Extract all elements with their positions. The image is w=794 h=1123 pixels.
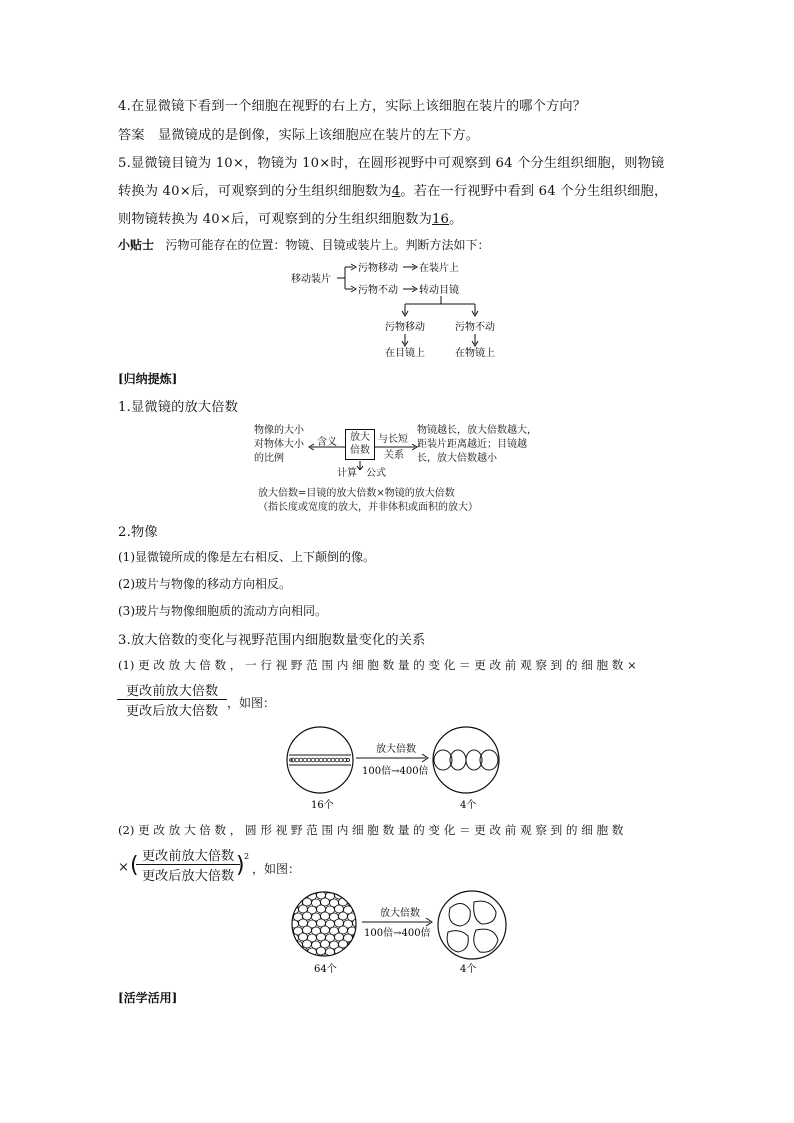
rel-line: 长，放大倍数越小: [417, 453, 497, 464]
q5-text: 转换为 40×后，可观察到的分生组织细胞数为: [118, 184, 392, 199]
answer-4: [118, 124, 479, 143]
box-line: 放大: [350, 432, 370, 443]
fig2-right-count: 4个: [460, 964, 477, 975]
def-line: 物像的大小: [254, 425, 304, 436]
q5-answer-1: 4: [391, 184, 401, 199]
q5-text: 。: [449, 212, 463, 227]
length-relation-text: [417, 424, 537, 466]
paren-left: (: [130, 853, 139, 878]
fig2-range: 100倍→400倍: [364, 928, 431, 939]
section-2-title: 2.物像: [118, 525, 158, 540]
fig1-range: 100倍→400倍: [362, 766, 429, 777]
fc-dirt-static: 污物不动: [358, 285, 398, 296]
paren-right: ): [236, 853, 245, 878]
times-sign: ×: [118, 860, 130, 875]
section-3-p2-tail: ，如图：: [252, 862, 301, 876]
question-5-line3: [118, 208, 463, 227]
answer-text: 显微镜成的是倒像，实际上该细胞应在装片的左下方。: [157, 128, 480, 143]
fc-dirt-moves: 污物移动: [358, 263, 398, 274]
label-calc: 计算: [337, 468, 357, 479]
summary-header: [归纳提炼]: [118, 372, 178, 386]
fig1-left-count: 16个: [311, 800, 334, 811]
fig1-label: 放大倍数: [376, 744, 416, 755]
fc-dirt-moves-2: 污物移动: [385, 322, 425, 333]
section-2-p1: (1)显微镜所成的像是左右相反、上下颠倒的像。: [118, 550, 375, 564]
fraction-1: [117, 680, 227, 719]
label-relation: 关系: [384, 450, 404, 461]
label-meaning: 含义: [317, 437, 337, 448]
fraction-denominator: 更改后放大倍数: [125, 704, 219, 719]
section-2-p3: (3)玻片与物像细胞质的流动方向相同。: [118, 604, 327, 618]
fraction-denominator: 更改后放大倍数: [141, 869, 235, 884]
magnification-definition: [254, 424, 304, 466]
label-formula: 公式: [366, 468, 386, 479]
tip-text: 污物可能存在的位置：物镜、目镜或装片上。判断方法如下：: [165, 238, 490, 252]
answer-label: 答案: [118, 128, 145, 143]
fc-on-slide: 在装片上: [419, 263, 459, 274]
practice-header: [活学活用]: [118, 991, 178, 1005]
square-exponent: 2: [244, 852, 250, 861]
question-4: 4.在显微镜下看到一个细胞在视野的右上方，实际上该细胞在装片的哪个方向？: [118, 99, 587, 114]
section-3-p1: (1) 更 改 放 大 倍 数 ， 一 行 视 野 范 围 内 细 胞 数 量 的 变 化 ＝ 更 改 前 观 察 到 的 细 胞 数 ×: [118, 658, 637, 672]
formula-note: （指长度或宽度的放大，并非体积或面积的放大）: [258, 502, 478, 513]
q5-text: 则物镜转换为 40×后，可观察到的分生组织细胞数为: [118, 212, 432, 227]
section-1-title: 1.显微镜的放大倍数: [118, 400, 239, 415]
section-3-p1-tail: ，如图：: [227, 696, 276, 710]
fig1-right-count: 4个: [460, 800, 477, 811]
section-3-title: 3.放大倍数的变化与视野范围内细胞数量变化的关系: [118, 633, 426, 648]
fc-move-slide: 移动装片: [291, 274, 331, 285]
fc-rotate-eyepiece: 转动目镜: [419, 285, 459, 296]
fc-dirt-static-2: 污物不动: [455, 322, 495, 333]
label-length: 与长短: [378, 434, 408, 445]
section-2-p2: (2)玻片与物像的移动方向相反。: [118, 577, 291, 591]
question-5-line2: [118, 180, 667, 199]
tip-line: [118, 236, 489, 253]
fraction-numerator: 更改前放大倍数: [117, 680, 227, 700]
rel-line: 距装片距离越近；目镜越: [417, 439, 527, 450]
question-5-line1: 5.显微镜目镜为 10×，物镜为 10×时，在圆形视野中可观察到 64 个分生组织细胞，则物镜: [118, 156, 665, 171]
fraction-numerator: 更改前放大倍数: [136, 845, 240, 865]
figure-circle-cells: [290, 886, 510, 978]
def-line: 的比例: [254, 453, 284, 464]
rel-line: 物镜越长，放大倍数越大，: [417, 425, 537, 436]
fc-on-objective: 在物镜上: [455, 348, 495, 359]
figure-row-cells: [286, 722, 506, 812]
dirt-flowchart: [285, 256, 525, 362]
q5-answer-2: 16: [431, 212, 450, 227]
box-line: 倍数: [350, 445, 370, 456]
fig2-label: 放大倍数: [380, 908, 420, 919]
formula-line: 放大倍数=目镜的放大倍数×物镜的放大倍数: [258, 488, 455, 499]
magnification-box: [345, 429, 375, 460]
def-line: 对物体大小: [254, 439, 304, 450]
fraction-2: [136, 845, 240, 884]
tip-label: 小贴士: [118, 238, 155, 252]
fc-on-eyepiece: 在目镜上: [385, 348, 425, 359]
q5-text: 。若在一行视野中看到 64 个分生组织细胞，: [400, 184, 668, 199]
section-3-p2: (2) 更 改 放 大 倍 数 ， 圆 形 视 野 范 围 内 细 胞 数 量 的 变 化 ＝ 更 改 前 观 察 到 的 细 胞 数: [118, 823, 624, 837]
fig2-left-count: 64个: [314, 964, 337, 975]
